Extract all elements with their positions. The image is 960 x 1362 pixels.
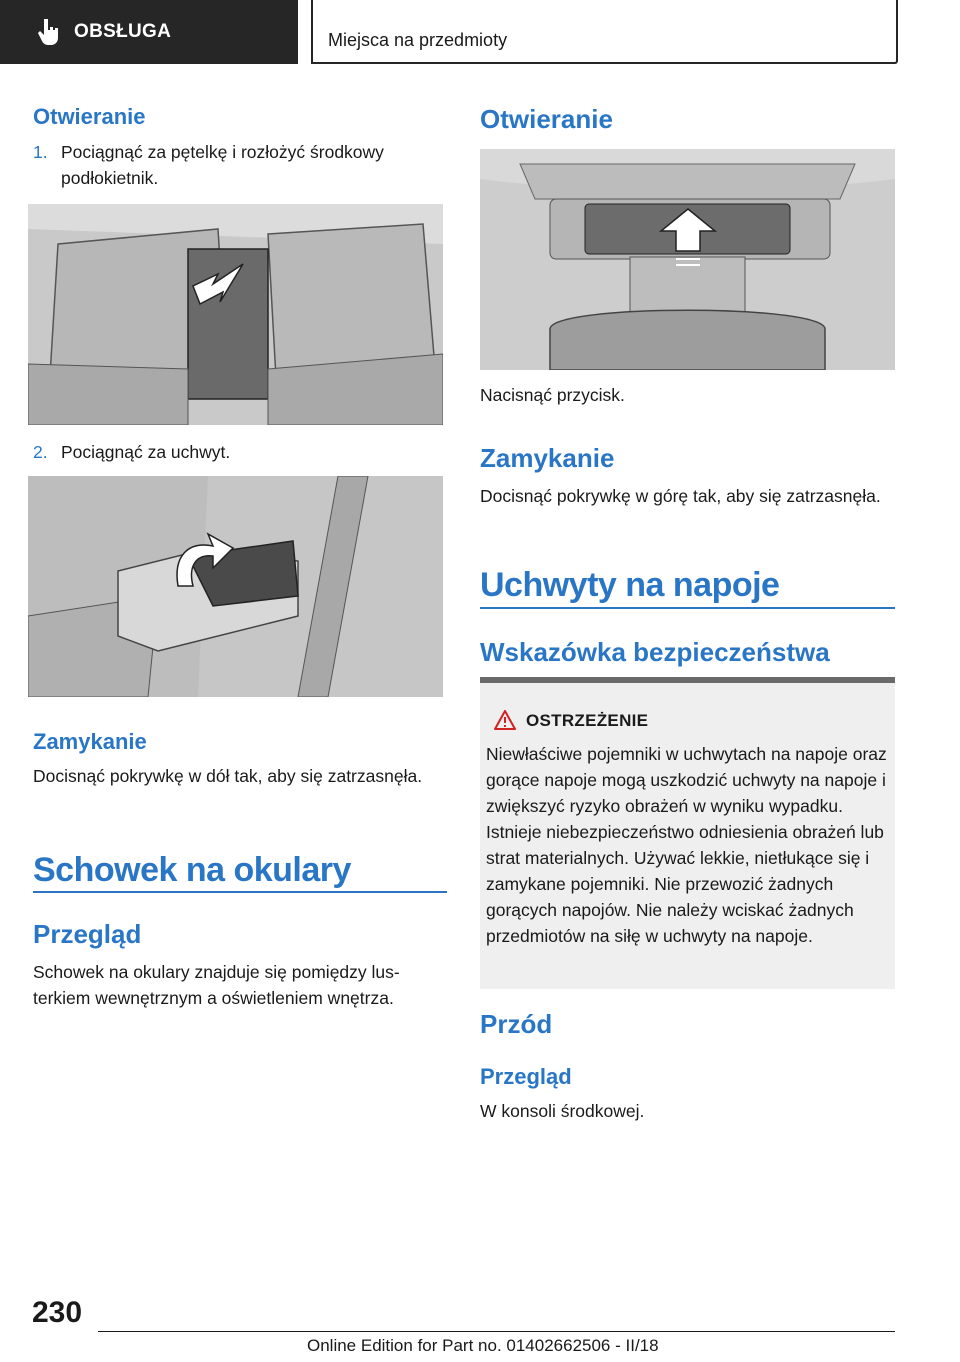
edition-text: Online Edition for Part no. 01402662506 - II/18: [307, 1336, 659, 1355]
subsection-title: Miejsca na przedmioty: [328, 30, 508, 50]
press-button-text: Nacisnąć przycisk.: [480, 385, 625, 405]
heading-rule: [480, 607, 895, 609]
overview-heading-left: Przegląd: [33, 919, 142, 949]
step-1-number: 1.: [33, 142, 48, 162]
front-overview-heading: Przegląd: [480, 1064, 572, 1089]
opening-heading: Otwieranie: [33, 104, 146, 129]
warning-title: OSTRZEŻENIE: [526, 711, 649, 730]
opening-heading-right: Otwieranie: [480, 104, 613, 134]
closing-heading-right: Zamykanie: [480, 443, 615, 473]
warning-triangle-icon: [494, 710, 516, 730]
closing-text-left: Docisnąć pokrywkę w dół tak, aby się zatrzasnęła.: [33, 766, 423, 786]
cupholder-heading: Uchwyty na napoje: [480, 566, 780, 604]
glasses-compartment-heading: Schowek na okulary: [33, 851, 351, 889]
armrest-loop-photo: [28, 204, 443, 425]
section-title: OBSŁUGA: [74, 21, 172, 42]
subsection-box: [311, 0, 898, 64]
warning-text: Niewłaściwe pojemniki w uchwytach na napoje oraz gorące napoje mogą uszkodzić uchwyty na napoje i zwiększyć ryzyko obrażeń w wyniku wypadku. Istnieje niebezpieczeństwo odniesienia obrażeń lub strat materialnych. Używać lekkie, nietłukące się i zamykane pojemniki. Nie przewozić żadnych gorących napojów. Nie należy wciskać żadnych przedmiotów na siłę w uchwyty na napoje.: [486, 744, 887, 946]
overview-text-left: Schowek na okulary znajduje się pomiędzy lusterkiem wewnętrznym a oświetleniem wnętrza.: [33, 962, 400, 1008]
pointing-hand-icon: [36, 17, 62, 47]
step-1-text: Pociągnąć za pętelkę i rozłożyć środkowy podłokietnik.: [61, 142, 384, 188]
safety-heading: Wskazówka bezpieczeństwa: [480, 637, 830, 667]
step-2: [33, 439, 230, 465]
front-heading: Przód: [480, 1009, 553, 1039]
armrest-handle-photo: [28, 476, 443, 697]
closing-heading-left: Zamykanie: [33, 729, 147, 754]
step-1: [33, 139, 433, 191]
glasses-compartment-photo: [480, 149, 895, 370]
page-number: 230: [32, 1296, 83, 1329]
heading-rule: [33, 891, 447, 893]
section-tab: [0, 0, 298, 64]
footer-rule: [98, 1331, 895, 1332]
warning-box: [480, 677, 895, 989]
step-2-number: 2.: [33, 442, 48, 462]
front-overview-text: W konsoli środkowej.: [480, 1101, 645, 1121]
closing-text-right: Docisnąć pokrywkę w górę tak, aby się zatrzasnęła.: [480, 486, 881, 506]
step-2-text: Pociągnąć za uchwyt.: [61, 442, 231, 462]
